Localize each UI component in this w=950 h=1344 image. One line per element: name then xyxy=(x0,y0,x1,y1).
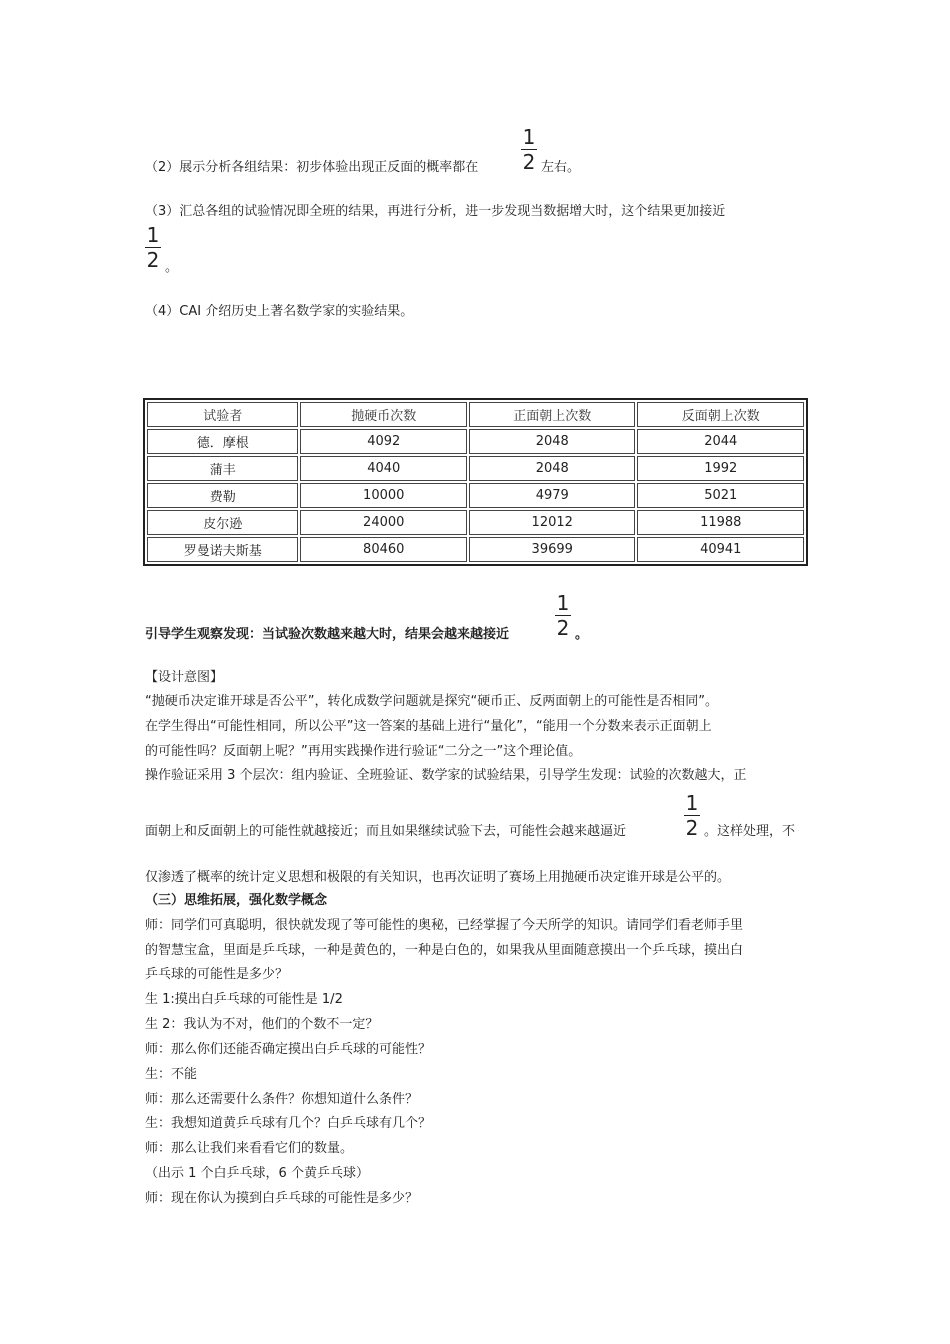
design-paragraph: 的可能性吗？反面朝上呢？”再用实践操作进行验证“二分之一”这个理论值。 xyxy=(145,744,582,759)
table-row xyxy=(147,510,804,535)
dialogue-line: 生：不能 xyxy=(145,1067,198,1082)
fraction-one-half xyxy=(142,224,164,271)
table-cell: 10000 xyxy=(300,483,467,508)
dialogue-line: 乒乓球的可能性是多少？ xyxy=(145,967,289,982)
table-cell: 皮尔逊 xyxy=(147,510,298,535)
step-3-text: （3）汇总各组的试验情况即全班的结果，再进行分析，进一步发现当数据增大时，这个结果更加接近 xyxy=(145,204,726,219)
fraction-numerator: 1 xyxy=(556,591,570,615)
fraction-numerator: 1 xyxy=(685,791,699,815)
table-cell: 5021 xyxy=(637,483,804,508)
dialogue-line: 师：那么让我们来看看它们的数量。 xyxy=(145,1141,354,1156)
table-cell: 2048 xyxy=(469,429,636,454)
table-cell: 1992 xyxy=(637,456,804,481)
dialogue-line: 师：那么你们还能否确定摸出白乒乓球的可能性？ xyxy=(145,1042,432,1057)
design-paragraph: 在学生得出“可能性相同，所以公平”这一答案的基础上进行“量化”，“能用一个分数来表示正面朝上 xyxy=(145,719,712,734)
fraction-denominator: 2 xyxy=(522,150,536,174)
design-paragraph: “抛硬币决定谁开球是否公平”，转化成数学问题就是探究“硬币正、反两面朝上的可能性是否相同”。 xyxy=(145,694,718,709)
fraction-one-half xyxy=(518,126,540,173)
table-cell: 4040 xyxy=(300,456,467,481)
table-header-row xyxy=(147,402,804,427)
table-row xyxy=(147,483,804,508)
step-3-suffix: 。 xyxy=(165,260,179,275)
table-cell: 4979 xyxy=(469,483,636,508)
guide-text: 引导学生观察发现：当试验次数越来越大时，结果会越来越接近 xyxy=(145,627,510,642)
experiment-results-table xyxy=(143,398,808,566)
table-cell: 80460 xyxy=(300,537,467,562)
design-paragraph-suffix: 。这样处理，不 xyxy=(704,824,796,839)
fraction-denominator: 2 xyxy=(146,248,160,272)
dialogue-line: 师：同学们可真聪明，很快就发现了等可能性的奥秘，已经掌握了今天所学的知识。请同学们看老师手里 xyxy=(145,918,744,933)
fraction-denominator: 2 xyxy=(556,616,570,640)
guide-suffix: 。 xyxy=(575,627,589,642)
table-cell: 12012 xyxy=(469,510,636,535)
design-title: 【设计意图】 xyxy=(145,670,224,685)
table-cell: 2044 xyxy=(637,429,804,454)
table-header-cell: 反面朝上次数 xyxy=(637,402,804,427)
table-cell: 24000 xyxy=(300,510,467,535)
fraction-numerator: 1 xyxy=(522,125,536,149)
dialogue-line: （出示 1 个白乒乓球，6 个黄乒乓球） xyxy=(145,1166,369,1181)
fraction-one-half xyxy=(552,592,574,639)
table-header-cell: 试验者 xyxy=(147,402,298,427)
design-paragraph: 操作验证采用 3 个层次：组内验证、全班验证、数学家的试验结果，引导学生发现：试验的次数越大，正 xyxy=(145,768,747,783)
design-paragraph: 面朝上和反面朝上的可能性就越接近；而且如果继续试验下去，可能性会越来越逼近 xyxy=(145,824,627,839)
step-4-text: （4）CAI 介绍历史上著名数学家的实验结果。 xyxy=(145,304,414,319)
table-header-cell: 抛硬币次数 xyxy=(300,402,467,427)
dialogue-line: 生：我想知道黄乒乓球有几个？白乒乓球有几个？ xyxy=(145,1116,432,1131)
step-2-suffix: 左右。 xyxy=(541,160,581,175)
table-cell: 39699 xyxy=(469,537,636,562)
dialogue-line: 的智慧宝盒，里面是乒乓球，一种是黄色的，一种是白色的，如果我从里面随意摸出一个乒乓球，摸出白 xyxy=(145,943,744,958)
step-2-text: （2）展示分析各组结果：初步体验出现正反面的概率都在 xyxy=(145,160,479,175)
fraction-denominator: 2 xyxy=(685,816,699,840)
step-2-line xyxy=(145,158,478,178)
dialogue-line: 师：现在你认为摸到白乒乓球的可能性是多少？ xyxy=(145,1191,419,1206)
fraction-numerator: 1 xyxy=(146,223,160,247)
table-cell: 蒲丰 xyxy=(147,456,298,481)
table-row xyxy=(147,537,804,562)
table-cell: 德．摩根 xyxy=(147,429,298,454)
table-row xyxy=(147,429,804,454)
table-cell: 11988 xyxy=(637,510,804,535)
table-cell: 费勒 xyxy=(147,483,298,508)
section-3-title: （三）思维拓展，强化数学概念 xyxy=(145,893,328,908)
dialogue-line: 师：那么还需要什么条件？你想知道什么条件？ xyxy=(145,1092,419,1107)
table-header-cell: 正面朝上次数 xyxy=(469,402,636,427)
table-cell: 4092 xyxy=(300,429,467,454)
table-cell: 2048 xyxy=(469,456,636,481)
design-paragraph: 仅渗透了概率的统计定义思想和极限的有关知识，也再次证明了赛场上用抛硬币决定谁开球是公平的。 xyxy=(145,870,731,885)
fraction-one-half xyxy=(681,792,703,839)
table-cell: 罗曼诺夫斯基 xyxy=(147,537,298,562)
table-cell: 40941 xyxy=(637,537,804,562)
dialogue-line: 生 2：我认为不对，他们的个数不一定？ xyxy=(145,1017,379,1032)
dialogue-line: 生 1:摸出白乒乓球的可能性是 1/2 xyxy=(145,992,343,1007)
table-row xyxy=(147,456,804,481)
